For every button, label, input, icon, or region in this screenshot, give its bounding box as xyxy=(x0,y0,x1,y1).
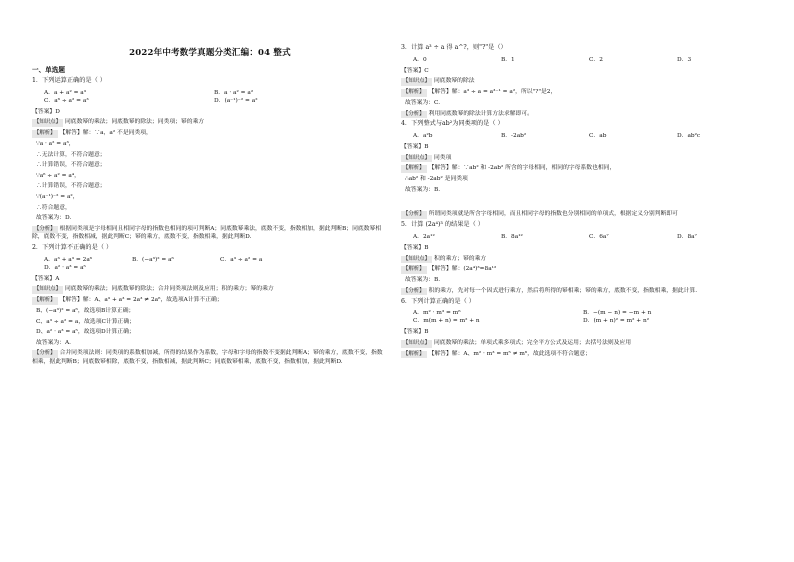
question-6-stem: 6．下列计算正确的是（ ） xyxy=(401,297,475,305)
option-a: A．a³ + a³ = 2a⁶ xyxy=(44,256,93,263)
question-2-answer: 【答案】A xyxy=(32,275,60,282)
right-column xyxy=(401,0,765,360)
solution-line: 故答案为：B. xyxy=(405,186,441,193)
question-4-knowledge xyxy=(401,154,765,163)
option-d: D．3 xyxy=(677,56,692,63)
section-heading: 一、单选题 xyxy=(32,66,65,74)
question-5-knowledge xyxy=(401,255,765,264)
solution-line: ∵a · a² = a³， xyxy=(36,140,75,147)
analysis-text: 合并同类项法则：同类项的系数相加减，所得的结果作为系数，字母和字母的指数不变据此判断A；幂的乘方，底数不变，指数相乘，据此判断B；同底数幂相除，底数不变，指数相减，据此判断C；同底数幂相乘，底数不变，指数相加，据此判断D. xyxy=(32,350,383,365)
question-5-explanation xyxy=(401,265,765,274)
spacer xyxy=(401,196,765,210)
knowledge-text: 积的乘方；幂的乘方 xyxy=(433,255,487,262)
question-1-options xyxy=(44,89,388,105)
question-6-knowledge xyxy=(401,339,765,348)
option-a: A．a²b xyxy=(413,132,433,139)
left-column xyxy=(32,0,388,369)
analysis-tag: 【分析】 xyxy=(403,287,425,294)
solution-line: ∴符合题意， xyxy=(36,204,71,211)
question-2-options xyxy=(44,256,388,272)
option-b: B．1 xyxy=(501,56,515,63)
question-1-analysis xyxy=(32,225,388,242)
analysis-tag: 【分析】 xyxy=(403,211,425,218)
question-1-stem: 1．下列运算正确的是（ ） xyxy=(32,77,106,84)
analysis-text: 利用同底数幂的除法计算方法求解即可。 xyxy=(428,110,533,117)
question-2-analysis xyxy=(32,349,388,366)
option-c: C．6a⁷ xyxy=(589,233,609,240)
question-5-answer: 【答案】B xyxy=(401,244,429,251)
explanation-tag: 【解析】 xyxy=(34,130,56,137)
question-3-analysis xyxy=(401,110,765,119)
solution-line: ∴计算错误，不符合题意； xyxy=(36,162,106,169)
solution-line: B、(−a³)² = a⁶，故选项B计算正确； xyxy=(36,308,135,314)
question-4-answer: 【答案】B xyxy=(401,143,429,150)
solution-line: ∵a⁶ ÷ a² = a⁴， xyxy=(36,172,80,179)
question-2-explanation xyxy=(32,296,388,305)
option-a: A．0 xyxy=(413,56,427,63)
explanation-tag: 【解析】 xyxy=(403,89,425,96)
solution-line: D、a² · a³ = a⁵，故选项D计算正确； xyxy=(36,329,135,336)
question-1-explanation xyxy=(32,129,388,138)
knowledge-tag: 【知识点】 xyxy=(34,119,61,126)
explanation-text: 【解答】解：(2a⁴)³=8a¹² xyxy=(428,266,497,273)
explanation-text: 【解答】解：A、a³ + a³ = 2a³ ≠ 2a⁶，故选项A计算不正确； xyxy=(59,297,223,304)
option-c: C．a⁶ ÷ a² = a³ xyxy=(44,97,89,104)
question-5-analysis xyxy=(401,287,765,296)
option-d: D．ab²c xyxy=(677,132,701,139)
question-3-explanation xyxy=(401,88,765,97)
solution-line: 故答案为：C. xyxy=(405,99,441,106)
knowledge-tag: 【知识点】 xyxy=(403,339,430,346)
knowledge-text: 同底数幂的乘法；同底数幂的除法；同类项；幂的乘方 xyxy=(64,119,205,126)
question-5-options xyxy=(413,233,765,241)
question-2-stem: 2．下列计算不正确的是（ ） xyxy=(32,244,113,252)
knowledge-tag: 【知识点】 xyxy=(403,255,430,262)
solution-line: ∴ab² 和 -2ab² 是同类项 xyxy=(405,176,468,183)
analysis-tag: 【分析】 xyxy=(34,350,56,357)
explanation-text: 【解答】解：A、m² · m³ = m⁵ ≠ m⁶，故此选项不符合题意； xyxy=(428,350,592,357)
option-d: D．a² · a³ = a⁵ xyxy=(44,264,86,271)
question-1-knowledge xyxy=(32,118,388,127)
option-c: C．ab xyxy=(589,132,607,139)
solution-line: ∴计算错误，不符合题意； xyxy=(36,183,106,190)
question-4-stem: 4．下列整式与ab²为同类项的是（ ） xyxy=(401,120,504,128)
explanation-tag: 【解析】 xyxy=(403,350,425,357)
option-a: A．m² · m³ = m⁶ xyxy=(413,310,461,317)
question-3-answer: 【答案】C xyxy=(401,67,429,74)
analysis-tag: 【分析】 xyxy=(403,110,425,117)
solution-line: ∴无法计算，不符合题意； xyxy=(36,151,106,158)
option-b: B．-2ab² xyxy=(501,132,527,139)
document-title: 2022年中考数学真题分类汇编：04 整式 xyxy=(129,48,291,58)
question-1-answer: 【答案】D xyxy=(32,108,60,115)
analysis-tag: 【分析】 xyxy=(34,225,56,232)
question-6-answer: 【答案】B xyxy=(401,329,429,336)
solution-line: 故答案为：D. xyxy=(36,215,72,222)
knowledge-tag: 【知识点】 xyxy=(403,78,430,85)
question-3-knowledge xyxy=(401,77,765,86)
question-3-stem: 3．计算 a³ ÷ a 得 a^?，则"?"是（） xyxy=(401,44,507,51)
option-b: B．−(m − n) = −m + n xyxy=(583,310,652,317)
question-4-options xyxy=(413,132,765,140)
option-d: D．(m + n)² = m² + n² xyxy=(583,318,650,325)
knowledge-text: 同底数幂的除法 xyxy=(433,78,475,85)
knowledge-text: 同类项 xyxy=(433,154,452,161)
knowledge-text: 同底数幂的乘法；单项式乘多项式；完全平方公式及运用；去括号法则及应用 xyxy=(433,339,632,346)
analysis-text: 所谓同类项就是所含字母相同，而且相同字母的指数也分别相同的单项式，根据定义分别判断即可 xyxy=(428,211,678,218)
question-4-explanation xyxy=(401,164,765,173)
option-c: C．a³ ÷ a² = a xyxy=(220,256,263,263)
question-3-options xyxy=(413,56,765,64)
knowledge-text: 同底数幂的乘法；同底数幂的除法；合并同类项法则及应用；积的乘方；幂的乘方 xyxy=(64,286,274,293)
option-b: B．(−a³)² = a⁶ xyxy=(132,256,174,263)
solution-line: 故答案为：B. xyxy=(405,277,441,284)
explanation-text: 【解答】解：∵a，a² 不是同类项， xyxy=(59,130,152,137)
solution-line: C、a³ ÷ a² = a，故选项C计算正确； xyxy=(36,318,135,325)
explanation-text: 【解答】解：∵ab² 和 -2ab² 所含的字母相同，相同的字母系数也相同， xyxy=(428,165,616,172)
question-2-knowledge xyxy=(32,285,388,294)
option-d: D．(a⁻¹)⁻² = a² xyxy=(214,97,258,104)
knowledge-tag: 【知识点】 xyxy=(34,286,61,293)
explanation-tag: 【解析】 xyxy=(34,297,56,304)
option-a: A．a + a² = a³ xyxy=(44,89,87,96)
question-5-stem: 5．计算 (2a⁴)³ 的结果是（ ） xyxy=(401,221,484,229)
explanation-tag: 【解析】 xyxy=(403,266,425,273)
option-a: A．2a¹² xyxy=(413,233,435,240)
option-c: C．m(m + n) = m² + n xyxy=(413,318,480,325)
explanation-text: 【解答】解：a³ ÷ a = a³⁻¹ = a²，所以"?"是2， xyxy=(428,89,557,96)
question-6-explanation xyxy=(401,350,765,359)
analysis-text: 根据同类项是字母相同且相同字母的指数也相同的项可判断A；同底数幂乘法，底数不变，指数相加，据此判断B；同底数幂相除，底数不变，指数相减，据此判断C；幂的乘方，底数不变，指数相乘，据此判断D. xyxy=(32,225,382,241)
option-c: C．2 xyxy=(589,56,603,63)
knowledge-tag: 【知识点】 xyxy=(403,154,430,161)
solution-line: 故答案为：A. xyxy=(36,339,72,346)
question-4-analysis xyxy=(401,210,765,219)
solution-line: ∵(a⁻¹)⁻² = a²， xyxy=(36,193,79,200)
analysis-text: 积的乘方，先对每一个因式进行乘方，然后将所得的幂相乘；幂的乘方，底数不变，指数相乘，据此计算. xyxy=(428,287,698,294)
option-d: D．8a⁷ xyxy=(677,233,697,240)
option-b: B．a · a² = a² xyxy=(214,89,254,96)
option-b: B．8a¹² xyxy=(501,233,523,240)
question-6-options xyxy=(413,309,765,325)
explanation-tag: 【解析】 xyxy=(403,165,425,172)
